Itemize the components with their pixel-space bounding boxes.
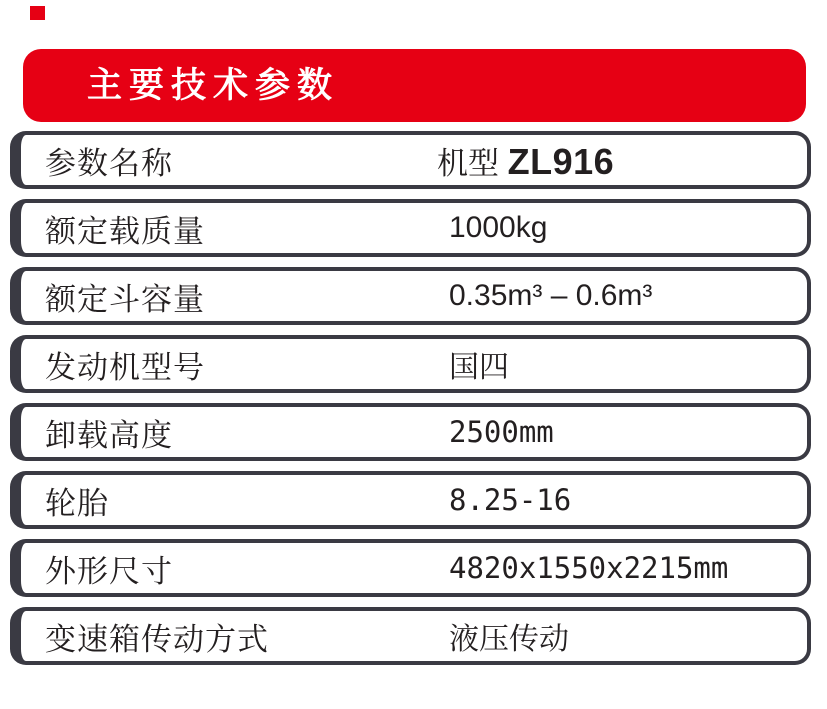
spec-table bbox=[10, 131, 811, 675]
model-number: ZL916 bbox=[507, 140, 615, 182]
spec-label: 参数名称 bbox=[45, 145, 173, 181]
spec-value: 液压传动 bbox=[449, 623, 569, 656]
table-row bbox=[10, 471, 811, 529]
spec-value: 1000kg bbox=[449, 211, 548, 244]
table-row-header bbox=[10, 131, 811, 189]
section-header-banner bbox=[23, 49, 806, 122]
spec-label: 变速箱传动方式 bbox=[45, 621, 269, 657]
table-row bbox=[10, 403, 811, 461]
spec-value: 8.25-16 bbox=[449, 483, 572, 517]
spec-label: 额定斗容量 bbox=[45, 281, 205, 317]
table-row bbox=[10, 539, 811, 597]
page-title: 主要技术参数 bbox=[87, 66, 340, 105]
spec-value: 2500mm bbox=[449, 415, 554, 449]
table-row bbox=[10, 335, 811, 393]
spec-label: 发动机型号 bbox=[45, 349, 205, 385]
red-accent-square bbox=[30, 6, 45, 20]
table-row bbox=[10, 607, 811, 665]
spec-value: 4820x1550x2215mm bbox=[449, 551, 729, 585]
spec-value bbox=[437, 138, 614, 183]
spec-label: 轮胎 bbox=[45, 485, 109, 521]
table-row bbox=[10, 267, 811, 325]
spec-label: 卸载高度 bbox=[45, 417, 173, 453]
table-row bbox=[10, 199, 811, 257]
spec-label: 额定载质量 bbox=[45, 213, 205, 249]
spec-label: 外形尺寸 bbox=[45, 553, 173, 589]
spec-value: 国四 bbox=[449, 351, 509, 384]
model-prefix: 机型 bbox=[437, 145, 508, 181]
spec-value: 0.35m³ – 0.6m³ bbox=[449, 279, 653, 312]
